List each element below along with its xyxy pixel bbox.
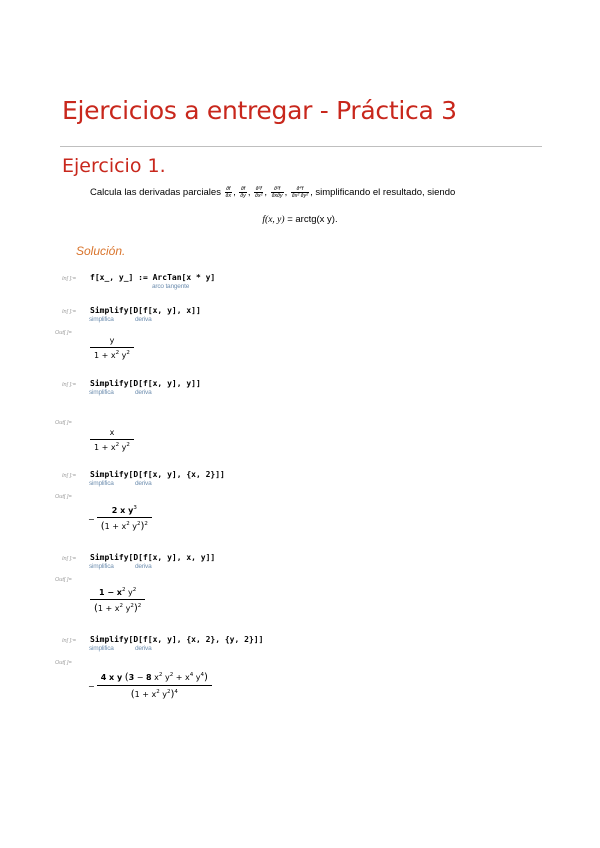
input-cell[interactable]: Simplify[D[f[x, y], x]] [90,306,201,315]
output-5: − $\frac{4 x y (3 - 8 x^2 y^2 + x^4 y^4)}{(1 + x^2 y^2)^4}$ [88,672,212,700]
hint-deriva: deriva [135,563,152,570]
output-3: − $\frac{2 x y^3}{(1 + x^2 y^2)^2}$ [88,506,152,532]
in-label: In[ ]:= [62,556,76,562]
hint-simplifica: simplifica [89,480,114,487]
hint-simplifica: simplifica [89,389,114,396]
task-suffix: , simplificando el resultado, siendo [310,187,456,199]
out-label: Out[ ]= [55,660,72,666]
formula-rhs: = arctg(x y). [287,214,338,225]
hint-deriva: deriva [135,389,152,396]
out-label: Out[ ]= [55,330,72,336]
task-prefix: Calcula las derivadas parciales [90,187,221,199]
task-statement: Calcula las derivadas parciales $\frac{\partial f}{\partial x}$ , $\frac{\partial f}{\partial y}$ , $\frac{\text{∂²f}}{\text{∂x²}}$ , $\frac{\text{∂²f}}{\partial x\partial y}$ , $\frac{\text{∂⁴f}}{\text{∂x² ∂y²}}$ , simplificando el resultado, siendo [90,186,456,199]
title-divider [60,146,542,147]
function-definition [0,214,600,225]
in-label: In[ ]:= [62,382,76,388]
page-title: Ejercicios a entregar - Práctica 3 [62,96,457,125]
out-label: Out[ ]= [55,420,72,426]
input-cell[interactable]: Simplify[D[f[x, y], {x, 2}]] [90,470,225,479]
out-label: Out[ ]= [55,577,72,583]
output-4: $\frac{1 - x^2 y^2}{(1 + x^2 y^2)^2}$ [90,588,145,614]
input-cell[interactable]: Simplify[D[f[x, y], y]] [90,379,201,388]
hint-simplifica: simplifica [89,316,114,323]
hint-simplifica: simplifica [89,563,114,570]
hint-deriva: deriva [135,645,152,652]
output-2: $\frac{x}{1 + x^2 y^2}$ [90,428,134,452]
hint-deriva: deriva [135,480,152,487]
deriv-fraction: $\frac{\text{∂²f}}{\text{∂x²}}$ [255,186,263,199]
deriv-fraction: $\frac{\partial f}{\partial x}$ [225,186,232,199]
formula-lhs: f(x, y) [262,215,285,225]
deriv-fraction: $\frac{\text{∂²f}}{\partial x\partial y}$ [271,186,283,199]
hint-simplifica: simplifica [89,645,114,652]
output-1: $\frac{y}{1 + x^2 y^2}$ [90,336,134,360]
input-cell[interactable]: Simplify[D[f[x, y], {x, 2}, {y, 2}]] [90,635,264,644]
input-cell[interactable]: f[x_, y_] := ArcTan[x * y] [90,273,216,282]
hint-arctan: arco tangente [152,283,190,290]
out-label: Out[ ]= [55,494,72,500]
in-label: In[ ]:= [62,276,76,282]
hint-deriva: deriva [135,316,152,323]
deriv-fraction: $\frac{\partial f}{\partial y}$ [240,186,246,199]
section-heading: Ejercicio 1. [62,155,166,177]
deriv-fraction: $\frac{\text{∂⁴f}}{\text{∂x² ∂y²}}$ [291,186,309,199]
input-cell[interactable]: Simplify[D[f[x, y], x, y]] [90,553,216,562]
solution-heading: Solución. [76,244,126,258]
in-label: In[ ]:= [62,309,76,315]
in-label: In[ ]:= [62,473,76,479]
in-label: In[ ]:= [62,638,76,644]
